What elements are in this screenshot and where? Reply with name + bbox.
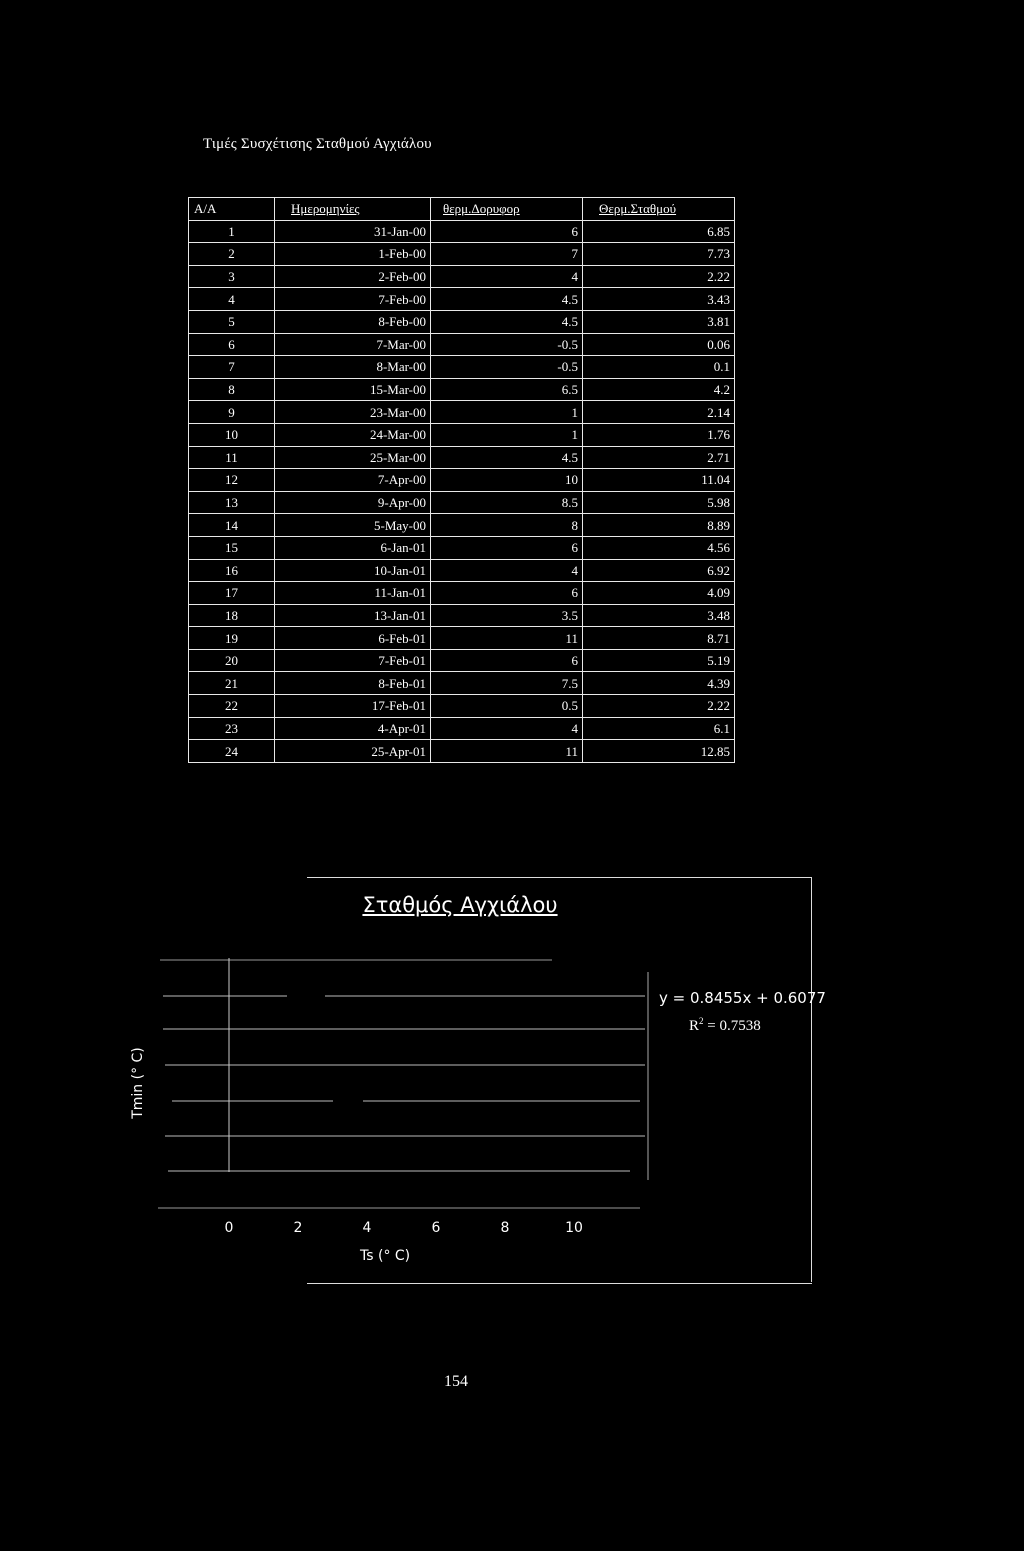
cell-satellite-temp: 4 bbox=[431, 265, 583, 288]
x-tick-label: 2 bbox=[293, 1220, 303, 1236]
cell-station-temp: 7.73 bbox=[583, 243, 735, 266]
x-tick-label: 6 bbox=[431, 1220, 441, 1236]
cell-satellite-temp: 3.5 bbox=[431, 604, 583, 627]
cell-satellite-temp: 6 bbox=[431, 220, 583, 243]
cell-station-temp: 4.09 bbox=[583, 582, 735, 605]
cell-satellite-temp: 6.5 bbox=[431, 378, 583, 401]
cell-station-temp: 12.85 bbox=[583, 740, 735, 763]
cell-date: 6-Feb-01 bbox=[275, 627, 431, 650]
cell-date: 2-Feb-00 bbox=[275, 265, 431, 288]
page-number: 154 bbox=[444, 1373, 468, 1390]
cell-satellite-temp: 8 bbox=[431, 514, 583, 537]
cell-index: 20 bbox=[189, 649, 275, 672]
cell-satellite-temp: 6 bbox=[431, 536, 583, 559]
cell-satellite-temp: -0.5 bbox=[431, 356, 583, 379]
cell-station-temp: 5.19 bbox=[583, 649, 735, 672]
cell-date: 11-Jan-01 bbox=[275, 582, 431, 605]
cell-date: 8-Feb-01 bbox=[275, 672, 431, 695]
cell-station-temp: 8.71 bbox=[583, 627, 735, 650]
cell-index: 4 bbox=[189, 288, 275, 311]
cell-date: 1-Feb-00 bbox=[275, 243, 431, 266]
column-header-index: Α/Α bbox=[189, 198, 275, 221]
cell-satellite-temp: 4.5 bbox=[431, 288, 583, 311]
cell-index: 1 bbox=[189, 220, 275, 243]
cell-station-temp: 0.1 bbox=[583, 356, 735, 379]
x-tick-label: 4 bbox=[362, 1220, 372, 1236]
cell-station-temp: 1.76 bbox=[583, 423, 735, 446]
cell-date: 8-Feb-00 bbox=[275, 310, 431, 333]
cell-date: 10-Jan-01 bbox=[275, 559, 431, 582]
cell-index: 22 bbox=[189, 695, 275, 718]
cell-satellite-temp: 8.5 bbox=[431, 491, 583, 514]
cell-station-temp: 2.14 bbox=[583, 401, 735, 424]
cell-index: 23 bbox=[189, 717, 275, 740]
chart-x-axis-label: Ts (° C) bbox=[360, 1248, 411, 1264]
cell-date: 25-Mar-00 bbox=[275, 446, 431, 469]
cell-satellite-temp: 7 bbox=[431, 243, 583, 266]
cell-date: 6-Jan-01 bbox=[275, 536, 431, 559]
r2-superscript: 2 bbox=[699, 1016, 704, 1026]
cell-station-temp: 6.1 bbox=[583, 717, 735, 740]
cell-date: 17-Feb-01 bbox=[275, 695, 431, 718]
cell-satellite-temp: 7.5 bbox=[431, 672, 583, 695]
trendline-r-squared bbox=[689, 1016, 761, 1035]
cell-station-temp: 2.22 bbox=[583, 265, 735, 288]
chart-gridlines bbox=[158, 958, 648, 1208]
cell-station-temp: 4.39 bbox=[583, 672, 735, 695]
r2-symbol: R bbox=[689, 1018, 700, 1034]
cell-station-temp: 2.22 bbox=[583, 695, 735, 718]
column-header-dates: Ημερομηνίες bbox=[275, 198, 431, 221]
cell-date: 7-Mar-00 bbox=[275, 333, 431, 356]
cell-index: 9 bbox=[189, 401, 275, 424]
cell-index: 16 bbox=[189, 559, 275, 582]
column-header-satellite-temp: θερμ.Δορυφορ bbox=[431, 198, 583, 221]
page-title: Τιμές Συσχέτισης Σταθμού Αγχιάλου bbox=[203, 136, 432, 152]
cell-satellite-temp: 4.5 bbox=[431, 310, 583, 333]
x-tick-label: 8 bbox=[500, 1220, 510, 1236]
cell-index: 21 bbox=[189, 672, 275, 695]
cell-date: 15-Mar-00 bbox=[275, 378, 431, 401]
cell-index: 18 bbox=[189, 604, 275, 627]
cell-satellite-temp: 4 bbox=[431, 559, 583, 582]
cell-satellite-temp: 1 bbox=[431, 401, 583, 424]
cell-index: 24 bbox=[189, 740, 275, 763]
cell-index: 17 bbox=[189, 582, 275, 605]
chart-title: Σταθμός Αγχιάλου bbox=[362, 893, 558, 917]
cell-station-temp: 4.2 bbox=[583, 378, 735, 401]
cell-index: 8 bbox=[189, 378, 275, 401]
chart-y-axis-label: Tmin (° C) bbox=[130, 1047, 146, 1119]
x-tick-label: 10 bbox=[565, 1220, 583, 1236]
cell-station-temp: 6.92 bbox=[583, 559, 735, 582]
cell-index: 12 bbox=[189, 469, 275, 492]
r2-value: = 0.7538 bbox=[703, 1018, 761, 1034]
cell-station-temp: 2.71 bbox=[583, 446, 735, 469]
cell-satellite-temp: 0.5 bbox=[431, 695, 583, 718]
cell-satellite-temp: 6 bbox=[431, 582, 583, 605]
cell-index: 15 bbox=[189, 536, 275, 559]
cell-date: 7-Feb-00 bbox=[275, 288, 431, 311]
cell-index: 7 bbox=[189, 356, 275, 379]
cell-satellite-temp: 4.5 bbox=[431, 446, 583, 469]
cell-station-temp: 3.81 bbox=[583, 310, 735, 333]
cell-station-temp: 3.48 bbox=[583, 604, 735, 627]
trendline-equation: y = 0.8455x + 0.6077 bbox=[659, 989, 826, 1007]
cell-satellite-temp: 4 bbox=[431, 717, 583, 740]
cell-date: 7-Apr-00 bbox=[275, 469, 431, 492]
cell-station-temp: 3.43 bbox=[583, 288, 735, 311]
cell-date: 31-Jan-00 bbox=[275, 220, 431, 243]
cell-date: 24-Mar-00 bbox=[275, 423, 431, 446]
cell-satellite-temp: 11 bbox=[431, 627, 583, 650]
cell-station-temp: 0.06 bbox=[583, 333, 735, 356]
cell-date: 23-Mar-00 bbox=[275, 401, 431, 424]
cell-index: 3 bbox=[189, 265, 275, 288]
cell-index: 6 bbox=[189, 333, 275, 356]
cell-satellite-temp: 6 bbox=[431, 649, 583, 672]
cell-index: 10 bbox=[189, 423, 275, 446]
cell-station-temp: 4.56 bbox=[583, 536, 735, 559]
chart-x-tick-labels bbox=[225, 1220, 583, 1236]
cell-index: 2 bbox=[189, 243, 275, 266]
cell-station-temp: 8.89 bbox=[583, 514, 735, 537]
cell-index: 13 bbox=[189, 491, 275, 514]
cell-satellite-temp: 10 bbox=[431, 469, 583, 492]
cell-date: 4-Apr-01 bbox=[275, 717, 431, 740]
cell-index: 19 bbox=[189, 627, 275, 650]
cell-date: 8-Mar-00 bbox=[275, 356, 431, 379]
cell-satellite-temp: -0.5 bbox=[431, 333, 583, 356]
cell-satellite-temp: 1 bbox=[431, 423, 583, 446]
cell-index: 14 bbox=[189, 514, 275, 537]
cell-station-temp: 6.85 bbox=[583, 220, 735, 243]
cell-satellite-temp: 11 bbox=[431, 740, 583, 763]
cell-date: 9-Apr-00 bbox=[275, 491, 431, 514]
cell-date: 25-Apr-01 bbox=[275, 740, 431, 763]
cell-index: 11 bbox=[189, 446, 275, 469]
cell-date: 13-Jan-01 bbox=[275, 604, 431, 627]
cell-date: 7-Feb-01 bbox=[275, 649, 431, 672]
cell-index: 5 bbox=[189, 310, 275, 333]
cell-date: 5-May-00 bbox=[275, 514, 431, 537]
cell-station-temp: 5.98 bbox=[583, 491, 735, 514]
column-header-station-temp: Θερμ.Σταθμού bbox=[583, 198, 735, 221]
cell-station-temp: 11.04 bbox=[583, 469, 735, 492]
x-tick-label: 0 bbox=[224, 1220, 234, 1236]
